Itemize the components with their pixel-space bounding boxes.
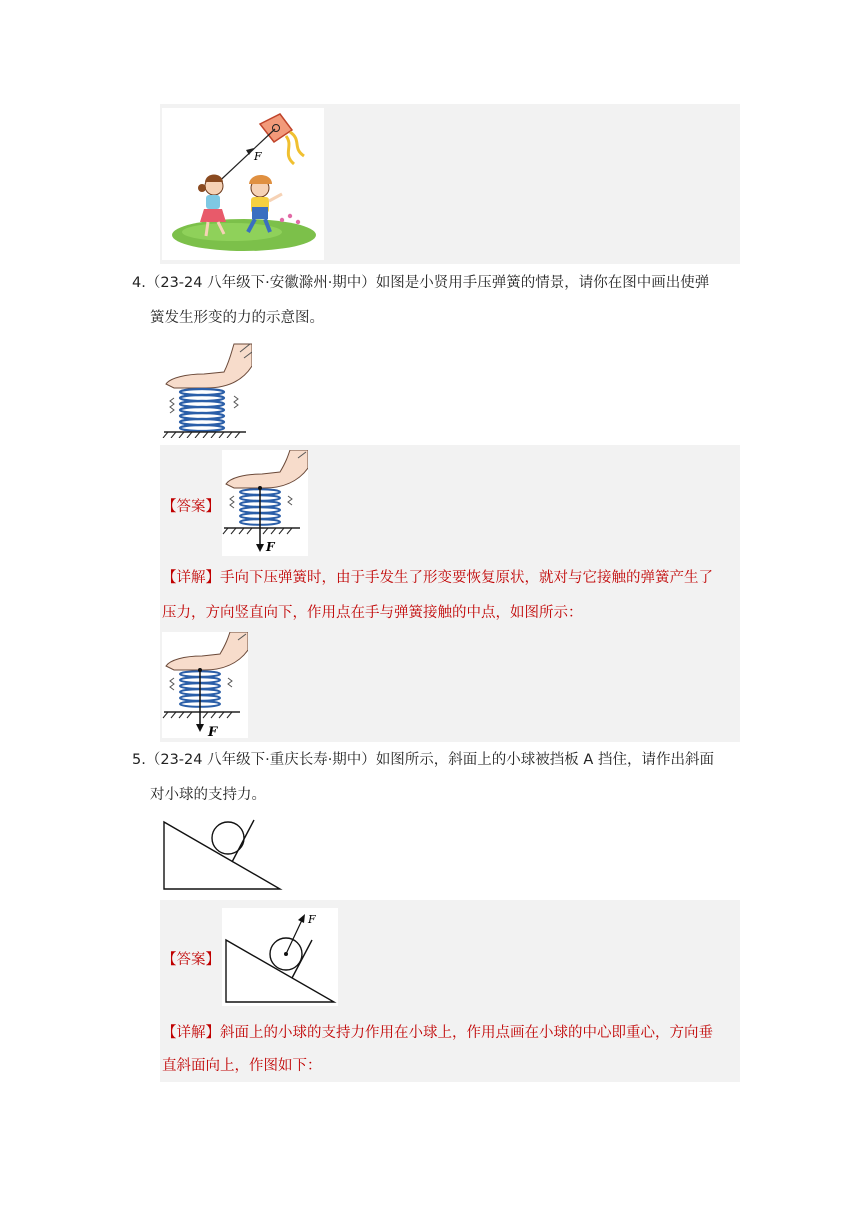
q4-text-line2: 簧发生形变的力的示意图。 — [150, 310, 324, 326]
q4-line2 — [150, 308, 324, 328]
q4-text-line1: 如图是小贤用手压弹簧的情景，请你在图中画出使弹 — [375, 275, 710, 291]
q4-answer-tag: 【答案】 — [162, 499, 220, 515]
q4-line1 — [132, 273, 709, 293]
q4-answer-force-label: F — [266, 540, 275, 554]
q5-line1 — [132, 750, 714, 770]
q5-text-line1: 如图所示，斜面上的小球被挡板 A 挡住，请作出斜面 — [375, 752, 714, 768]
kite-figure — [162, 108, 324, 260]
q4-source: （23-24 八年级下·安徽滁州·期中） — [145, 275, 376, 291]
q5-detail-tag: 【详解】 — [162, 1025, 220, 1041]
q5-detail-line1 — [162, 1023, 713, 1043]
q5-line2 — [150, 785, 266, 805]
q4-number: 4. — [132, 275, 146, 291]
q5-answer-figure — [222, 908, 338, 1006]
q4-detail-line2 — [162, 603, 583, 623]
q4-detail-force-label: F — [208, 725, 218, 738]
q4-detail-tag: 【详解】 — [162, 570, 220, 586]
q4-detail-figure — [162, 632, 248, 738]
q5-number: 5. — [132, 752, 146, 768]
kite-force-label: F — [254, 150, 262, 163]
q5-text-line2: 对小球的支持力。 — [150, 787, 266, 803]
q4-detail-text2: 压力，方向竖直向下，作用点在手与弹簧接触的中点，如图所示： — [162, 605, 583, 621]
q5-answer-force-label: F — [308, 913, 316, 926]
q5-detail-line2 — [162, 1056, 322, 1076]
q4-detail-text1: 手向下压弹簧时，由于手发生了形变要恢复原状，就对与它接触的弹簧产生了 — [220, 570, 713, 586]
q5-answer-tag: 【答案】 — [162, 952, 220, 968]
q5-detail-text2: 直斜面向上，作图如下： — [162, 1058, 322, 1074]
q5-incline-figure — [160, 818, 284, 892]
q5-source: （23-24 八年级下·重庆长寿·期中） — [145, 752, 376, 768]
q4-detail-line1 — [162, 568, 713, 588]
q4-answer-figure — [222, 450, 308, 556]
q4-spring-figure — [160, 342, 252, 438]
q5-detail-text1: 斜面上的小球的支持力作用在小球上，作用点画在小球的中心即重心，方向垂 — [220, 1025, 713, 1041]
